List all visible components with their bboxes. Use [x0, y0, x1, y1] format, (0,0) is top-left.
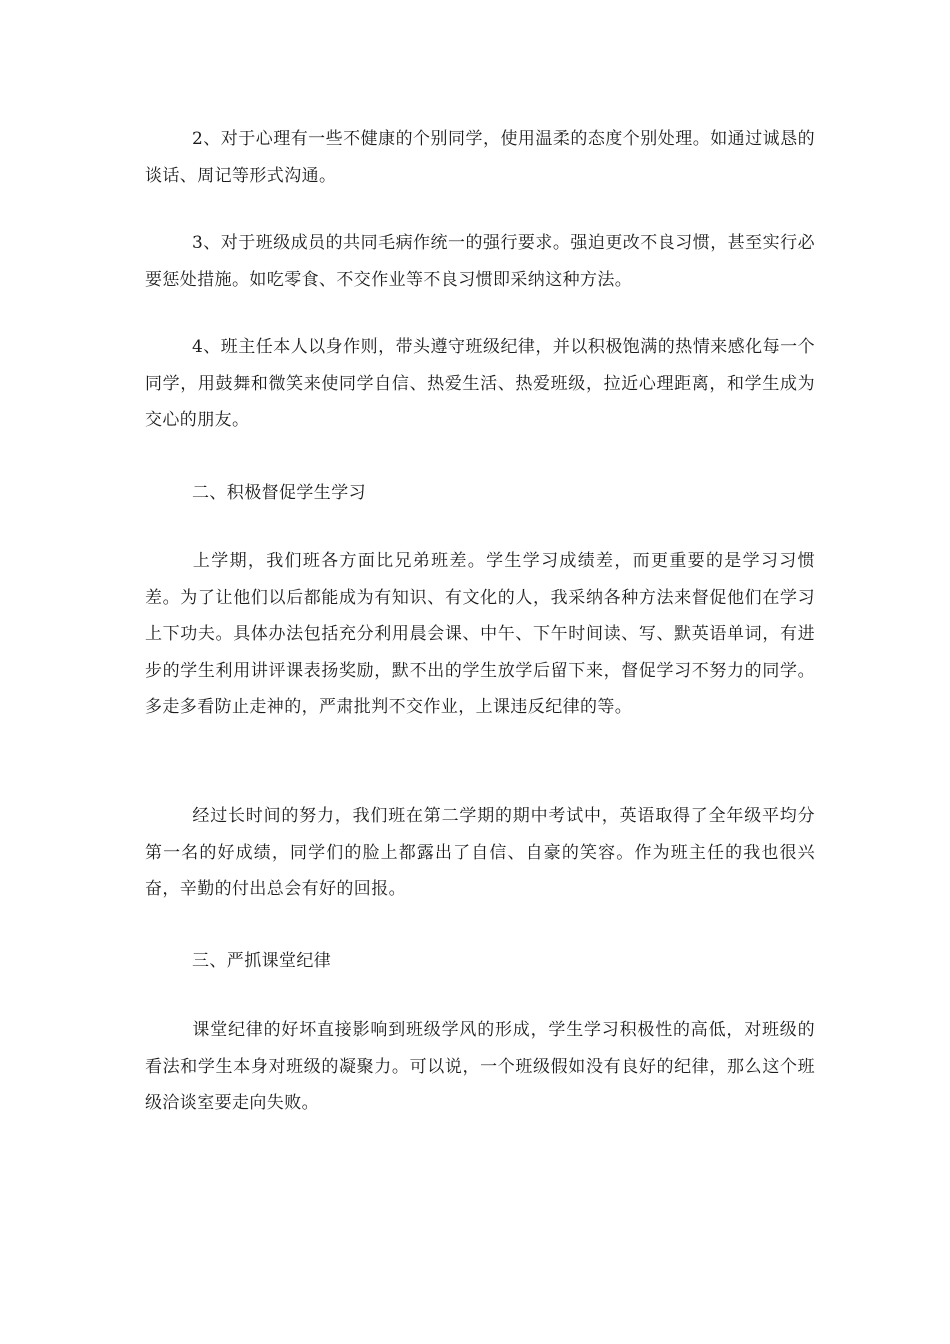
paragraph-text: 4、班主任本人以身作则，带头遵守班级纪律，并以积极饱满的热情来感化每一个同学，用鼓舞和微笑来使同学自信、热爱生活、热爱班级，拉近心理距离，和学生成为交心的朋友。: [145, 337, 815, 430]
paragraph-text: 课堂纪律的好坏直接影响到班级学风的形成，学生学习积极性的高低，对班级的看法和学生本身对班级的凝聚力。可以说，一个班级假如没有良好的纪律，那么这个班级洽谈室要走向失败。: [145, 1020, 815, 1113]
paragraph-text: 上学期，我们班各方面比兄弟班差。学生学习成绩差，而更重要的是学习习惯差。为了让他们以后都能成为有知识、有文化的人，我采纳各种方法来督促他们在学习上下功夫。具体办法包括充分利用晨会课、中午、下午时间读、写、默英语单词，有进步的学生利用讲评课表扬奖励，默不出的学生放学后留下来，督促学习不努力的同学。多走多看防止走神的，严肃批判不交作业，上课违反纪律的等。: [145, 551, 815, 717]
paragraph-exam-result: [145, 798, 815, 908]
section-heading-2: 二、积极督促学生学习: [192, 483, 366, 503]
section-heading-3: 三、严抓课堂纪律: [192, 951, 332, 971]
paragraph-item-4: [145, 329, 815, 439]
paragraph-text: 2、对于心理有一些不健康的个别同学，使用温柔的态度个别处理。如通过诚恳的谈话、周记等形式沟通。: [145, 129, 815, 186]
paragraph-text: 经过长时间的努力，我们班在第二学期的期中考试中，英语取得了全年级平均分第一名的好成绩，同学们的脸上都露出了自信、自豪的笑容。作为班主任的我也很兴奋，辛勤的付出总会有好的回报。: [145, 806, 815, 899]
paragraph-classroom-discipline: [145, 1012, 815, 1122]
paragraph-text: 3、对于班级成员的共同毛病作统一的强行要求。强迫更改不良习惯，甚至实行必要惩处措施。如吃零食、不交作业等不良习惯即采纳这种方法。: [145, 233, 815, 290]
paragraph-study-habits: [145, 543, 815, 726]
paragraph-item-2: [145, 121, 815, 194]
paragraph-item-3: [145, 225, 815, 298]
